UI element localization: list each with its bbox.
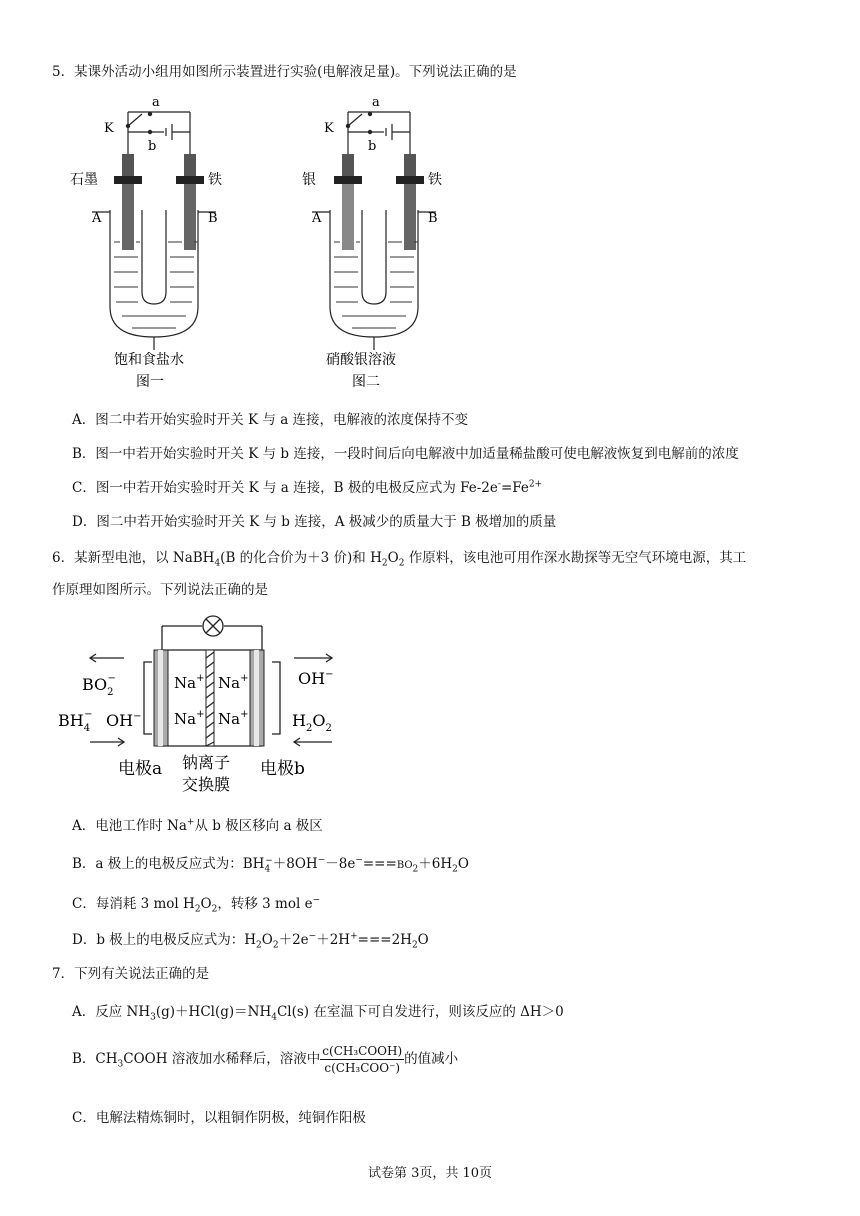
q6-stem-line2: 作原理如图所示。下列说法正确的是 bbox=[52, 582, 268, 598]
q5-option-c: C．图一中若开始实验时开关 K 与 a 连接，B 极的电极反应式为 $Fe-2e^-=Fe^{2+}$ bbox=[72, 479, 543, 496]
q6-option-a: A．电池工作时 Na+从 b 极区移向 a 极区 bbox=[72, 817, 323, 834]
q5-figure-2 bbox=[282, 92, 462, 392]
q5-figure-1 bbox=[62, 92, 242, 392]
fig1-caption: 图一 bbox=[136, 374, 164, 390]
fig1-label-a: a bbox=[152, 95, 160, 110]
membrane-label-2: 交换膜 bbox=[182, 775, 231, 794]
fig1-label-b: b bbox=[148, 139, 157, 154]
q7-fraction: $\frac{\text{c(CH₃COOH)}}{\text{c(CH₃COO⁻)}}$ bbox=[322, 1044, 403, 1075]
q6-option-c: C．每消耗 3 mol $H_2O_2$，转移 3 mol e− bbox=[72, 895, 321, 915]
fig1-left-electrode: 石墨 bbox=[70, 172, 98, 188]
q6-stem-line1: 6．某新型电池，以 NaBH$_4$(B 的化合价为＋3 价)和 $H_2O_2$ 作原料，该电池可用作深水勘探等无空气环境电源，其工 bbox=[52, 550, 747, 569]
q6-battery-figure bbox=[54, 612, 354, 802]
fig1-label-A: A bbox=[92, 211, 102, 226]
bo2-label: $BO_2-$ bbox=[82, 673, 116, 698]
fig1-solution: 饱和食盐水 bbox=[114, 352, 184, 368]
fig1-label-B: B bbox=[208, 211, 218, 226]
oh-left-label: OH− bbox=[106, 711, 142, 730]
fig2-left-electrode: 银 bbox=[302, 172, 316, 188]
q6-option-d: D．b 极上的电极反应式为：$H_2O_2+2e^-+2H^+===2H_2O$ bbox=[72, 931, 429, 951]
q5-option-a: A．图二中若开始实验时开关 K 与 a 连接，电解液的浓度保持不变 bbox=[72, 412, 469, 428]
q6-option-b: B．a 极上的电极反应式为：$BH_4^-+8OH^--8e^-===BO_2+6H_2O$ bbox=[72, 855, 469, 875]
membrane-label-1: 钠离子 bbox=[182, 753, 231, 772]
q7-option-b: B．$CH_3COOH$ 溶液加水稀释后，溶液中 $\frac{\text{c(CH₃COOH)}}{\text{c(CH₃COO⁻)}}$ 的值减小 bbox=[72, 1044, 459, 1075]
h2o2-label: $H_2O_2$ bbox=[292, 711, 332, 734]
fig2-label-b: b bbox=[368, 139, 377, 154]
oh-right-label: OH− bbox=[298, 669, 334, 688]
q5-option-b: B．图一中若开始实验时开关 K 与 b 连接，一段时间后向电解液中加适量稀盐酸可使电解液恢复到电解前的浓度 bbox=[72, 446, 739, 462]
na-ion-3: Na+ bbox=[174, 709, 205, 728]
fig2-label-B: B bbox=[428, 211, 438, 226]
q7-option-c: C．电解法精炼铜时，以粗铜作阴极，纯铜作阳极 bbox=[72, 1110, 366, 1126]
electrode-b-label: 电极b bbox=[260, 759, 305, 779]
fig2-right-electrode: 铁 bbox=[428, 172, 442, 188]
q5-option-d: D．图二中若开始实验时开关 K 与 b 连接，A 极减少的质量大于 B 极增加的质量 bbox=[72, 514, 557, 530]
bh4-label: $BH_4-$ bbox=[58, 709, 93, 734]
fig1-right-electrode: 铁 bbox=[208, 172, 222, 188]
fig2-label-a: a bbox=[372, 95, 380, 110]
fig1-label-k: K bbox=[104, 121, 114, 136]
na-ion-4: Na+ bbox=[218, 709, 249, 728]
fig2-caption: 图二 bbox=[352, 374, 380, 390]
fig2-label-k: K bbox=[324, 121, 334, 136]
page-footer: 试卷第 3页，共 10页 bbox=[367, 1166, 493, 1181]
q7-stem: 7．下列有关说法正确的是 bbox=[52, 966, 210, 982]
q7-option-a: A．反应 $NH_3(g)+HCl(g)=NH_4Cl(s)$ 在室温下可自发进行，则该反应的 ΔH＞0 bbox=[72, 1004, 564, 1023]
q5-stem: 5．某课外活动小组用如图所示装置进行实验(电解液足量)。下列说法正确的是 bbox=[52, 64, 517, 80]
fig2-label-A: A bbox=[312, 211, 322, 226]
na-ion-1: Na+ bbox=[174, 673, 205, 692]
na-ion-2: Na+ bbox=[218, 673, 249, 692]
electrode-a-label: 电极a bbox=[118, 759, 163, 779]
fig2-solution: 硝酸银溶液 bbox=[326, 352, 396, 368]
